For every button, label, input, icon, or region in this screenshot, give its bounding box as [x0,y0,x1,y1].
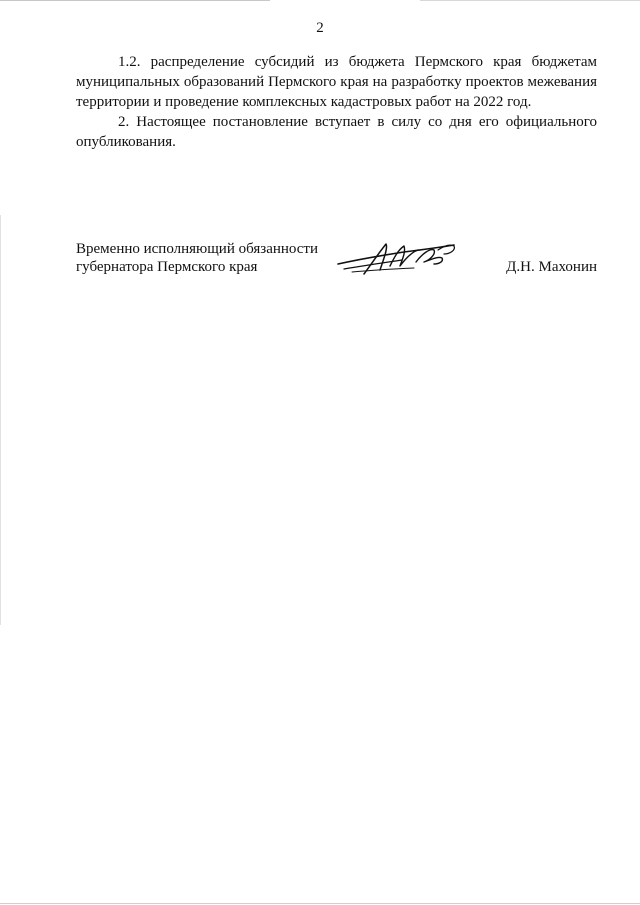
scan-edge-bottom [0,903,640,904]
page-number: 2 [316,20,324,36]
signer-title [76,240,336,276]
paragraph-1-2: 1.2. распределение субсидий из бюджета Пермского края бюджетам муниципальных образований Пермского края на разработку проектов межевания территории и проведение комплексных кадастровых работ на 2022 год. [76,54,597,110]
paragraph-2: 2. Настоящее постановление вступает в силу со дня его официального опубликования. [76,114,597,150]
scan-edge-left [0,215,1,625]
signer-title-line-2: губернатора Пермского края [76,259,258,275]
signer-name: Д.Н. Махонин [506,259,597,275]
document-body [76,52,597,152]
scan-edge-top [0,0,270,1]
handwritten-signature [334,236,458,280]
scan-edge-top-right [420,0,640,1]
signature-block [76,240,597,290]
signer-title-line-1: Временно исполняющий обязанности [76,241,319,257]
